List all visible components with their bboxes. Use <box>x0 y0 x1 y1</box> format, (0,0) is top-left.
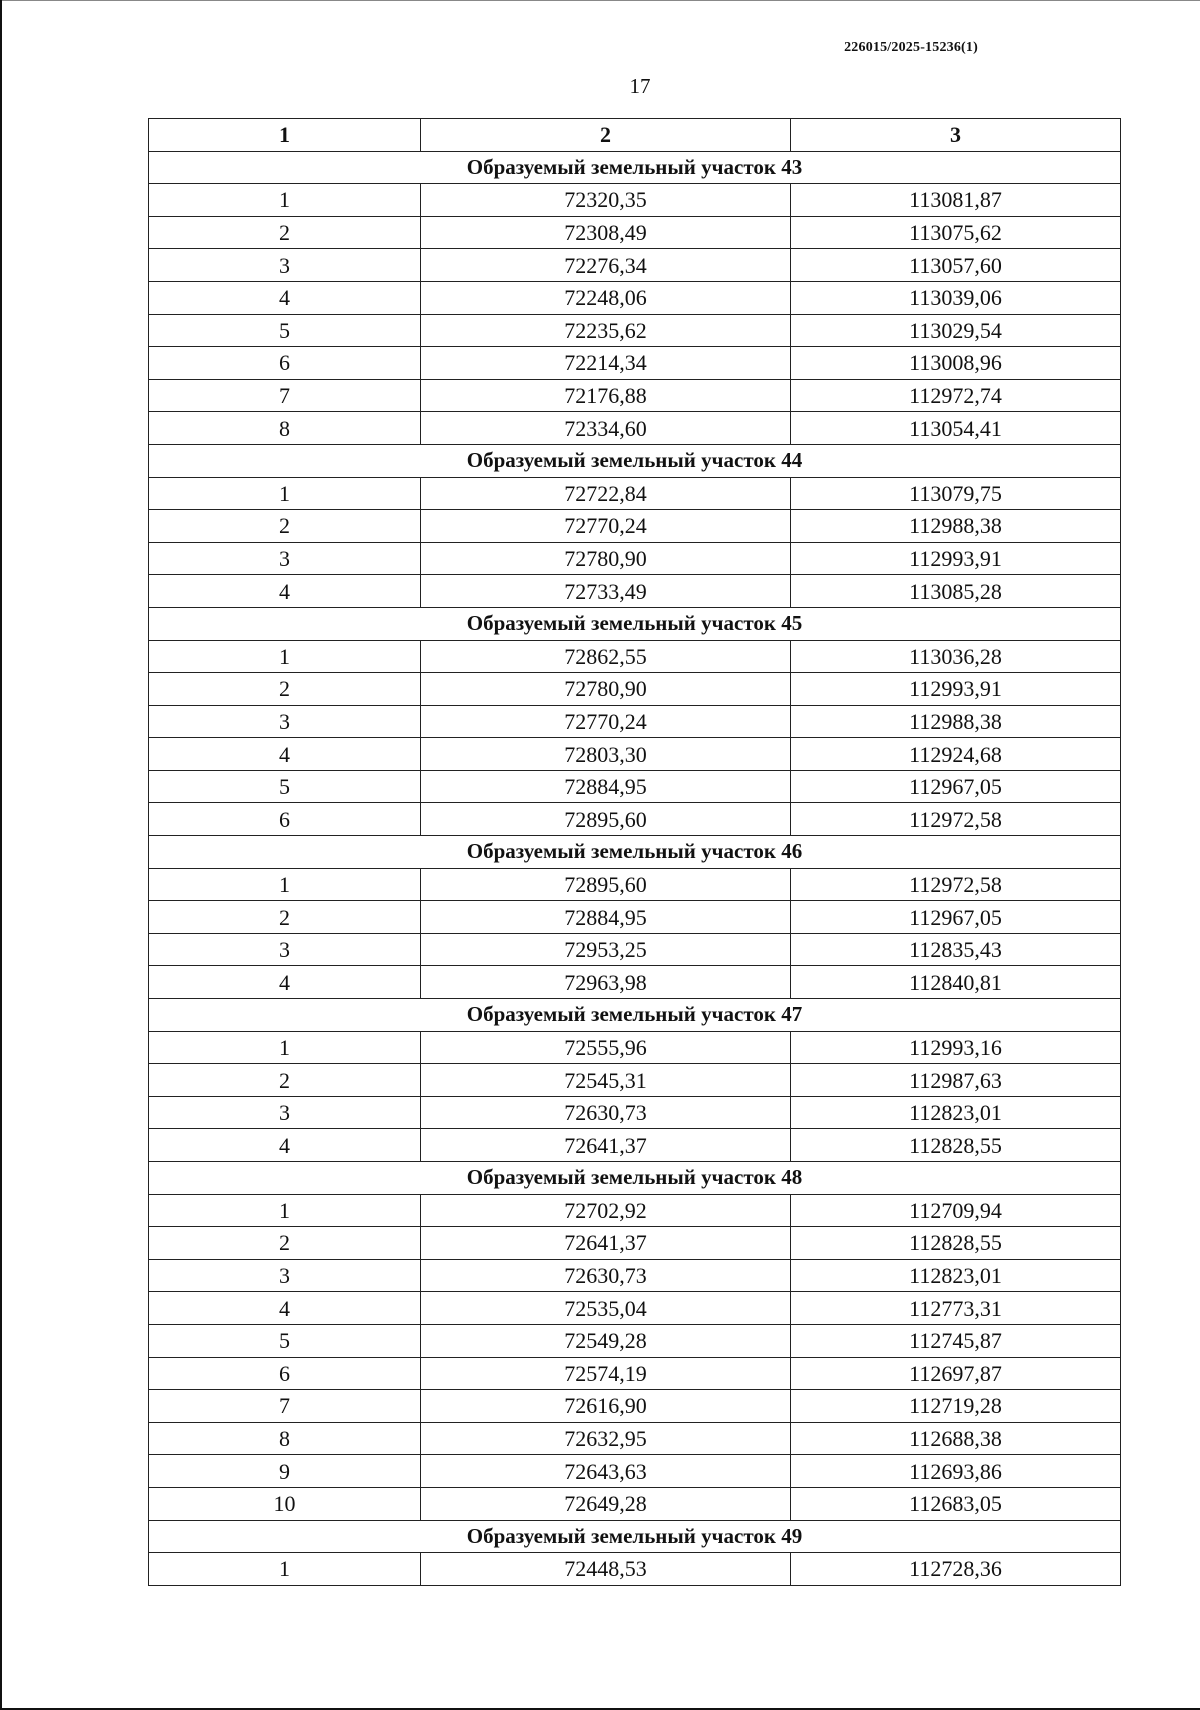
y-coordinate-cell: 112835,43 <box>791 933 1121 966</box>
page-number: 17 <box>629 74 651 98</box>
table-row <box>149 1031 1121 1064</box>
point-number-cell: 3 <box>149 933 421 966</box>
table-row <box>149 1357 1121 1390</box>
x-coordinate-cell: 72535,04 <box>421 1292 791 1325</box>
table-row <box>149 1324 1121 1357</box>
section-title: Образуемый земельный участок 43 <box>149 151 1121 184</box>
x-coordinate-cell: 72733,49 <box>421 575 791 608</box>
x-coordinate-cell: 72574,19 <box>421 1357 791 1390</box>
point-number-cell: 2 <box>149 673 421 706</box>
point-number-cell: 3 <box>149 705 421 738</box>
point-number-cell: 3 <box>149 1259 421 1292</box>
section-title-row <box>149 444 1121 477</box>
point-number-cell: 9 <box>149 1455 421 1488</box>
table-row <box>149 281 1121 314</box>
y-coordinate-cell: 112972,58 <box>791 868 1121 901</box>
x-coordinate-cell: 72248,06 <box>421 281 791 314</box>
x-coordinate-cell: 72953,25 <box>421 933 791 966</box>
x-coordinate-cell: 72334,60 <box>421 412 791 445</box>
y-coordinate-cell: 113085,28 <box>791 575 1121 608</box>
table-row <box>149 379 1121 412</box>
section-title: Образуемый земельный участок 46 <box>149 836 1121 869</box>
scan-left-edge <box>0 0 2 1710</box>
x-coordinate-cell: 72641,37 <box>421 1227 791 1260</box>
y-coordinate-cell: 112993,91 <box>791 673 1121 706</box>
point-number-cell: 5 <box>149 770 421 803</box>
y-coordinate-cell: 113036,28 <box>791 640 1121 673</box>
point-number-cell: 1 <box>149 1031 421 1064</box>
point-number-cell: 8 <box>149 1422 421 1455</box>
point-number-cell: 7 <box>149 1390 421 1423</box>
x-coordinate-cell: 72649,28 <box>421 1487 791 1520</box>
y-coordinate-cell: 112828,55 <box>791 1227 1121 1260</box>
x-coordinate-cell: 72963,98 <box>421 966 791 999</box>
x-coordinate-cell: 72643,63 <box>421 1455 791 1488</box>
x-coordinate-cell: 72549,28 <box>421 1324 791 1357</box>
point-number-cell: 4 <box>149 966 421 999</box>
table-row <box>149 868 1121 901</box>
table-row <box>149 216 1121 249</box>
table-row <box>149 249 1121 282</box>
x-coordinate-cell: 72448,53 <box>421 1553 791 1586</box>
table-row <box>149 705 1121 738</box>
y-coordinate-cell: 112728,36 <box>791 1553 1121 1586</box>
section-title-row <box>149 1162 1121 1195</box>
section-title-row <box>149 999 1121 1032</box>
table-row <box>149 477 1121 510</box>
table-row <box>149 640 1121 673</box>
x-coordinate-cell: 72630,73 <box>421 1259 791 1292</box>
x-coordinate-cell: 72770,24 <box>421 510 791 543</box>
table-row <box>149 510 1121 543</box>
y-coordinate-cell: 112972,58 <box>791 803 1121 836</box>
x-coordinate-cell: 72276,34 <box>421 249 791 282</box>
point-number-cell: 5 <box>149 314 421 347</box>
y-coordinate-cell: 113029,54 <box>791 314 1121 347</box>
point-number-cell: 1 <box>149 477 421 510</box>
table-header-row <box>149 119 1121 152</box>
x-coordinate-cell: 72884,95 <box>421 901 791 934</box>
y-coordinate-cell: 112693,86 <box>791 1455 1121 1488</box>
x-coordinate-cell: 72308,49 <box>421 216 791 249</box>
point-number-cell: 3 <box>149 542 421 575</box>
x-coordinate-cell: 72545,31 <box>421 1064 791 1097</box>
point-number-cell: 2 <box>149 510 421 543</box>
table-row <box>149 542 1121 575</box>
table-row <box>149 1259 1121 1292</box>
x-coordinate-cell: 72632,95 <box>421 1422 791 1455</box>
point-number-cell: 4 <box>149 575 421 608</box>
section-title: Образуемый земельный участок 49 <box>149 1520 1121 1553</box>
column-header: 1 <box>149 119 421 152</box>
x-coordinate-cell: 72641,37 <box>421 1129 791 1162</box>
y-coordinate-cell: 112823,01 <box>791 1259 1121 1292</box>
section-title: Образуемый земельный участок 47 <box>149 999 1121 1032</box>
y-coordinate-cell: 112688,38 <box>791 1422 1121 1455</box>
table-row <box>149 1553 1121 1586</box>
y-coordinate-cell: 112745,87 <box>791 1324 1121 1357</box>
y-coordinate-cell: 113081,87 <box>791 184 1121 217</box>
point-number-cell: 1 <box>149 184 421 217</box>
table-row <box>149 184 1121 217</box>
table-row <box>149 803 1121 836</box>
point-number-cell: 5 <box>149 1324 421 1357</box>
y-coordinate-cell: 112972,74 <box>791 379 1121 412</box>
x-coordinate-cell: 72616,90 <box>421 1390 791 1423</box>
y-coordinate-cell: 112967,05 <box>791 901 1121 934</box>
y-coordinate-cell: 112967,05 <box>791 770 1121 803</box>
y-coordinate-cell: 113075,62 <box>791 216 1121 249</box>
x-coordinate-cell: 72770,24 <box>421 705 791 738</box>
point-number-cell: 2 <box>149 1064 421 1097</box>
table-row <box>149 1455 1121 1488</box>
point-number-cell: 2 <box>149 901 421 934</box>
table-row <box>149 673 1121 706</box>
x-coordinate-cell: 72803,30 <box>421 738 791 771</box>
table-row <box>149 966 1121 999</box>
table-row <box>149 1487 1121 1520</box>
point-number-cell: 10 <box>149 1487 421 1520</box>
y-coordinate-cell: 112697,87 <box>791 1357 1121 1390</box>
x-coordinate-cell: 72895,60 <box>421 803 791 836</box>
point-number-cell: 3 <box>149 249 421 282</box>
y-coordinate-cell: 112840,81 <box>791 966 1121 999</box>
table-row <box>149 738 1121 771</box>
table-row <box>149 1292 1121 1325</box>
table-row <box>149 1390 1121 1423</box>
point-number-cell: 2 <box>149 216 421 249</box>
y-coordinate-cell: 112988,38 <box>791 705 1121 738</box>
y-coordinate-cell: 112683,05 <box>791 1487 1121 1520</box>
point-number-cell: 1 <box>149 1553 421 1586</box>
section-title-row <box>149 1520 1121 1553</box>
table-row <box>149 770 1121 803</box>
x-coordinate-cell: 72176,88 <box>421 379 791 412</box>
table-row <box>149 575 1121 608</box>
point-number-cell: 6 <box>149 1357 421 1390</box>
table-row <box>149 1194 1121 1227</box>
document-registration-number: 226015/2025-15236(1) <box>844 40 978 55</box>
x-coordinate-cell: 72722,84 <box>421 477 791 510</box>
x-coordinate-cell: 72320,35 <box>421 184 791 217</box>
y-coordinate-cell: 112993,16 <box>791 1031 1121 1064</box>
point-number-cell: 4 <box>149 281 421 314</box>
table-body <box>149 151 1121 1585</box>
point-number-cell: 7 <box>149 379 421 412</box>
scan-top-edge <box>0 0 1200 1</box>
table-row <box>149 1129 1121 1162</box>
table-row <box>149 1422 1121 1455</box>
table-row <box>149 412 1121 445</box>
y-coordinate-cell: 113054,41 <box>791 412 1121 445</box>
point-number-cell: 4 <box>149 1129 421 1162</box>
table-row <box>149 1227 1121 1260</box>
y-coordinate-cell: 113057,60 <box>791 249 1121 282</box>
y-coordinate-cell: 112993,91 <box>791 542 1121 575</box>
y-coordinate-cell: 112823,01 <box>791 1096 1121 1129</box>
x-coordinate-cell: 72884,95 <box>421 770 791 803</box>
x-coordinate-cell: 72630,73 <box>421 1096 791 1129</box>
table-row <box>149 901 1121 934</box>
y-coordinate-cell: 112988,38 <box>791 510 1121 543</box>
point-number-cell: 4 <box>149 1292 421 1325</box>
x-coordinate-cell: 72862,55 <box>421 640 791 673</box>
x-coordinate-cell: 72235,62 <box>421 314 791 347</box>
table-row <box>149 314 1121 347</box>
y-coordinate-cell: 112924,68 <box>791 738 1121 771</box>
section-title: Образуемый земельный участок 48 <box>149 1162 1121 1195</box>
y-coordinate-cell: 112719,28 <box>791 1390 1121 1423</box>
y-coordinate-cell: 113008,96 <box>791 347 1121 380</box>
section-title-row <box>149 607 1121 640</box>
x-coordinate-cell: 72214,34 <box>421 347 791 380</box>
table-row <box>149 347 1121 380</box>
point-number-cell: 1 <box>149 640 421 673</box>
column-header: 3 <box>791 119 1121 152</box>
coordinates-table <box>148 118 1121 1586</box>
section-title: Образуемый земельный участок 44 <box>149 444 1121 477</box>
table-row <box>149 1096 1121 1129</box>
section-title: Образуемый земельный участок 45 <box>149 607 1121 640</box>
point-number-cell: 2 <box>149 1227 421 1260</box>
point-number-cell: 3 <box>149 1096 421 1129</box>
table-row <box>149 933 1121 966</box>
point-number-cell: 1 <box>149 868 421 901</box>
point-number-cell: 6 <box>149 803 421 836</box>
x-coordinate-cell: 72780,90 <box>421 673 791 706</box>
point-number-cell: 6 <box>149 347 421 380</box>
y-coordinate-cell: 112987,63 <box>791 1064 1121 1097</box>
table-row <box>149 1064 1121 1097</box>
column-header: 2 <box>421 119 791 152</box>
x-coordinate-cell: 72555,96 <box>421 1031 791 1064</box>
point-number-cell: 1 <box>149 1194 421 1227</box>
section-title-row <box>149 836 1121 869</box>
x-coordinate-cell: 72895,60 <box>421 868 791 901</box>
y-coordinate-cell: 113039,06 <box>791 281 1121 314</box>
y-coordinate-cell: 112773,31 <box>791 1292 1121 1325</box>
y-coordinate-cell: 112828,55 <box>791 1129 1121 1162</box>
section-title-row <box>149 151 1121 184</box>
point-number-cell: 4 <box>149 738 421 771</box>
y-coordinate-cell: 112709,94 <box>791 1194 1121 1227</box>
x-coordinate-cell: 72780,90 <box>421 542 791 575</box>
x-coordinate-cell: 72702,92 <box>421 1194 791 1227</box>
y-coordinate-cell: 113079,75 <box>791 477 1121 510</box>
point-number-cell: 8 <box>149 412 421 445</box>
